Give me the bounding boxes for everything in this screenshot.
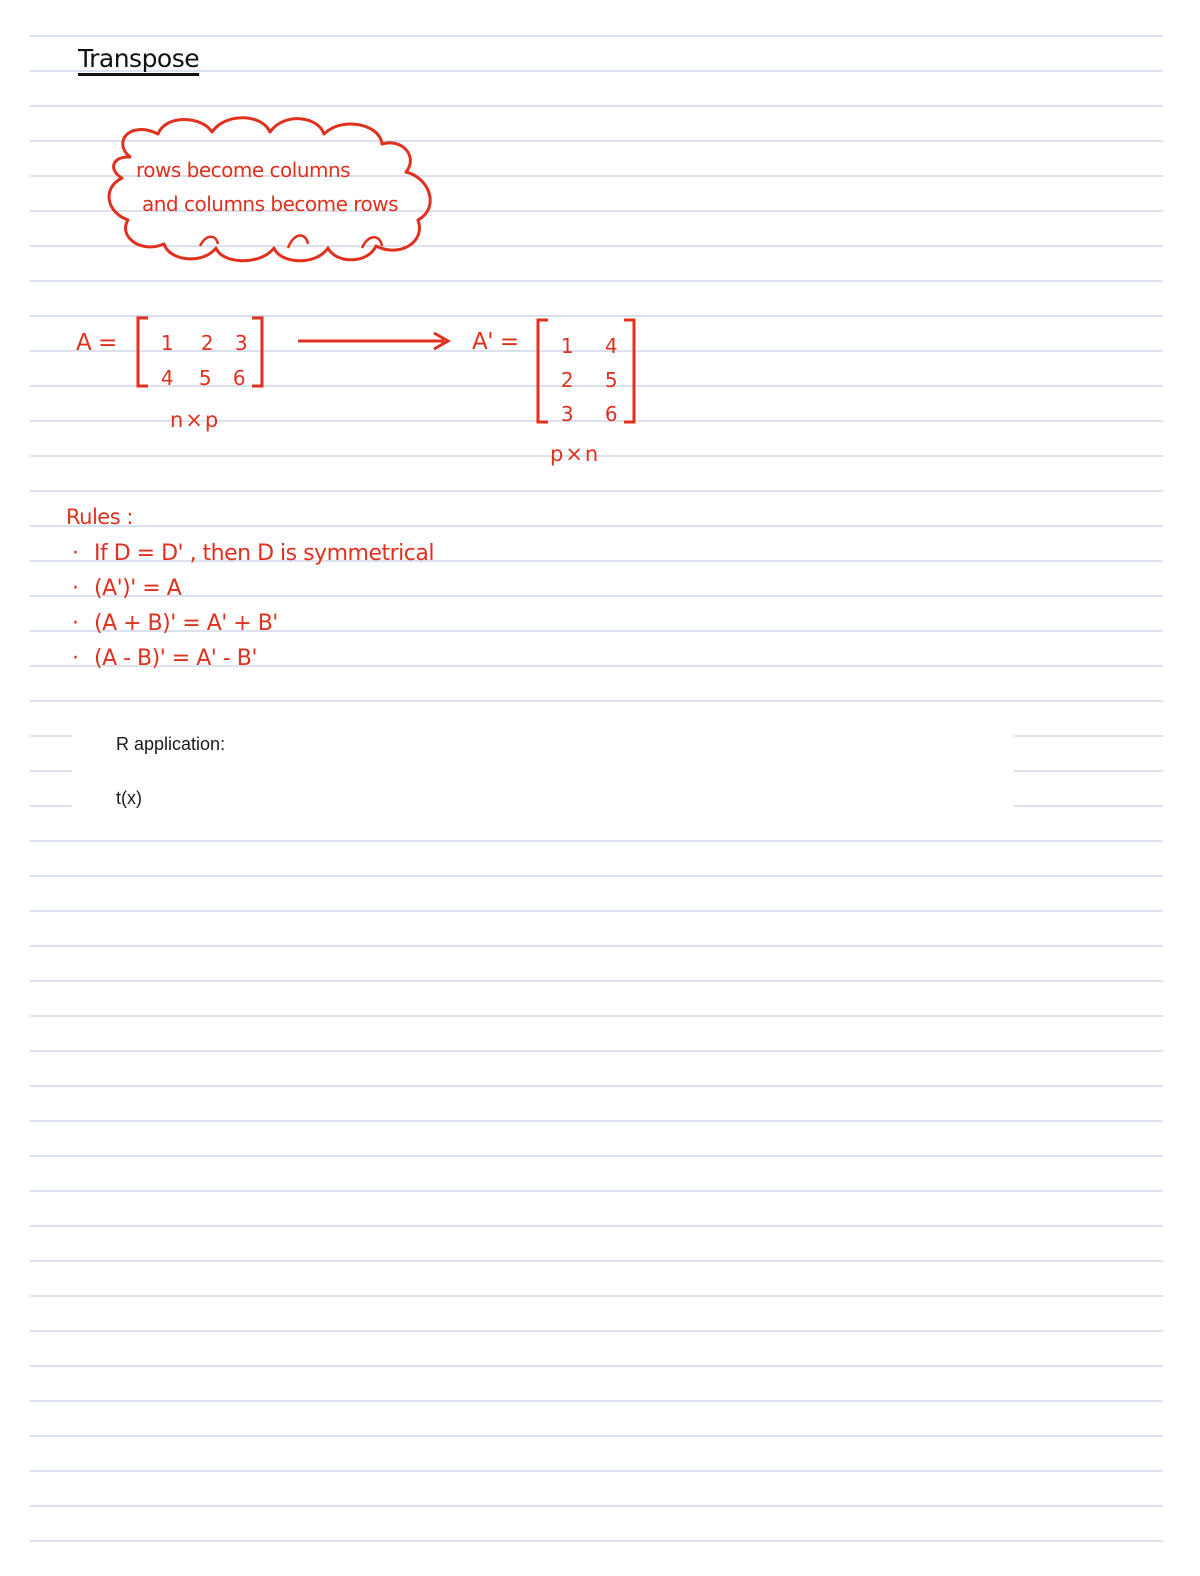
matrix-at-dimensions: p×n [550, 442, 601, 466]
cloud-note [100, 112, 450, 268]
rule-text: (A - B)' = A' - B' [94, 646, 257, 671]
matrix-a-cell: 2 [200, 331, 214, 355]
r-application-code: t(x) [116, 788, 142, 808]
matrix-a-cell: 1 [160, 331, 174, 355]
rule-item [72, 611, 278, 636]
matrix-at-cell: 5 [604, 368, 618, 392]
matrix-a-cell: 3 [234, 331, 248, 355]
matrix-a-cell: 4 [160, 366, 174, 390]
matrix-a-dimensions: n×p [170, 408, 221, 432]
rule-text: (A + B)' = A' + B' [94, 611, 278, 636]
matrix-a-cell: 5 [198, 366, 212, 390]
bullet: · [72, 576, 79, 601]
bullet: · [72, 541, 79, 566]
matrix-at-cell: 6 [604, 402, 618, 426]
rule-item [72, 576, 181, 601]
matrix-a-cell: 6 [232, 366, 246, 390]
cloud-outline [100, 112, 450, 268]
matrix-at-label: A' = [472, 329, 519, 355]
matrix-a-label: A = [76, 330, 117, 356]
rule-item [72, 646, 257, 671]
cloud-text-line-2: and columns become rows [142, 192, 399, 216]
rule-text: (A')' = A [94, 576, 182, 601]
r-application-heading: R application: [116, 734, 226, 754]
matrix-at-cell: 3 [560, 402, 574, 426]
page-title: Transpose [78, 44, 200, 73]
matrix-at-cell: 4 [604, 334, 618, 358]
rule-text: If D = D' , then D is symmetrical [94, 541, 434, 566]
matrix-at-cell: 2 [560, 368, 574, 392]
matrix-at-brackets [528, 318, 644, 426]
rule-item [72, 541, 434, 566]
transpose-arrow [296, 330, 456, 352]
cloud-text-line-1: rows become columns [136, 158, 351, 182]
rules-heading: Rules : [66, 505, 133, 529]
bullet: · [72, 611, 79, 636]
matrix-at-cell: 1 [560, 334, 574, 358]
bullet: · [72, 646, 79, 671]
